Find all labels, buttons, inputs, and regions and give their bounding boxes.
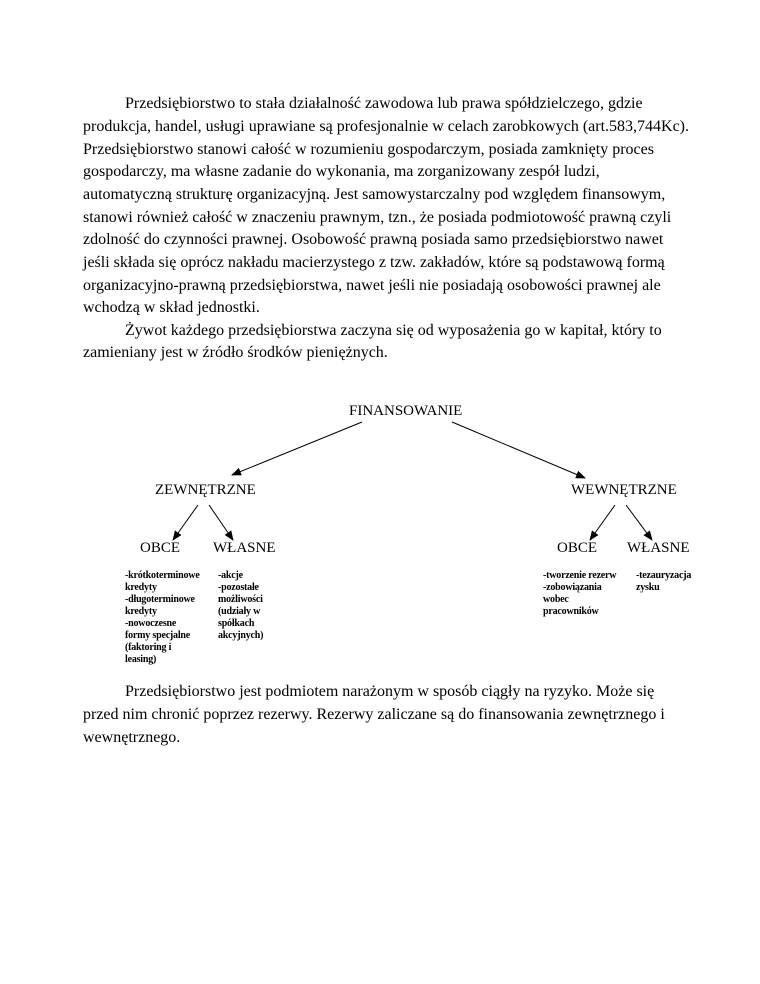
diagram-external: ZEWNĘTRZNE	[155, 482, 256, 498]
arrow	[452, 422, 585, 478]
text-line: zamieniany jest w źródło środków pieniężnych.	[83, 344, 388, 361]
arrow	[173, 505, 198, 540]
text-line: wchodzą w skład jednostki.	[83, 299, 260, 316]
text-line: Przedsiębiorstwo to stała działalność zawodowa lub prawa spółdzielczego, gdzie	[125, 95, 643, 112]
diagram-int-foreign: OBCE	[557, 540, 598, 556]
ext-own-items: -akcje -pozostałe możliwości (udziały w spółkach akcyjnych)	[218, 570, 264, 641]
text-line: wewnętrznego.	[83, 729, 181, 746]
diagram-root: FINANSOWANIE	[349, 403, 463, 419]
text-line: Żywot każdego przedsiębiorstwa zaczyna się od wyposażenia go w kapitał, który to	[125, 322, 662, 339]
text-line: przed nim chronić poprzez rezerwy. Rezerwy zaliczane są do finansowania zewnętrznego i	[83, 706, 665, 723]
text-line: jeśli składa się oprócz nakładu macierzystego z tzw. zakładów, które są podstawową formą	[83, 254, 665, 271]
arrow	[232, 422, 362, 475]
text-line: zdolność do czynności prawnej. Osobowość prawną posiada samo przedsiębiorstwo nawet	[83, 231, 664, 248]
text-line: Przedsiębiorstwo jest podmiotem narażonym w sposób ciągły na ryzyko. Może się	[125, 683, 655, 700]
diagram-internal: WEWNĘTRZNE	[571, 482, 677, 498]
text-line: stanowi również całość w znaczeniu prawnym, tzn., że posiada podmiotowość prawną czyli	[83, 209, 672, 226]
ext-foreign-items: -krótkoterminowe kredyty -długoterminowe kredyty -nowoczesne formy specjalne (faktoring i leasing)	[125, 570, 200, 665]
arrow	[209, 505, 233, 540]
diagram-ext-own: WŁASNE	[213, 540, 276, 556]
diagram-ext-foreign: OBCE	[140, 540, 181, 556]
diagram-int-own: WŁASNE	[627, 540, 690, 556]
text-line: organizacyjno-prawną przedsiębiorstwa, nawet jeśli nie posiadają osobowości prawnej ale	[83, 277, 661, 294]
int-own-items: -tezauryzacja zysku	[636, 570, 692, 593]
text-line: gospodarczy, ma własne zadanie do wykonania, ma zorganizowany zespół ludzi,	[83, 163, 600, 180]
text-line: automatyczną strukturę organizacyjną. Jest samowystarczalny pod względem finansowym,	[83, 186, 666, 203]
arrow	[626, 505, 652, 540]
text-line: produkcja, handel, usługi uprawiane są profesjonalnie w celach zarobkowych (art.583,744Kc).	[83, 118, 690, 135]
text-line: Przedsiębiorstwo stanowi całość w rozumieniu gospodarczym, posiada zamknięty proces	[83, 141, 654, 158]
int-foreign-items: -tworzenie rezerw -zobowiązania wobec pracowników	[543, 570, 617, 617]
arrow	[590, 505, 615, 540]
